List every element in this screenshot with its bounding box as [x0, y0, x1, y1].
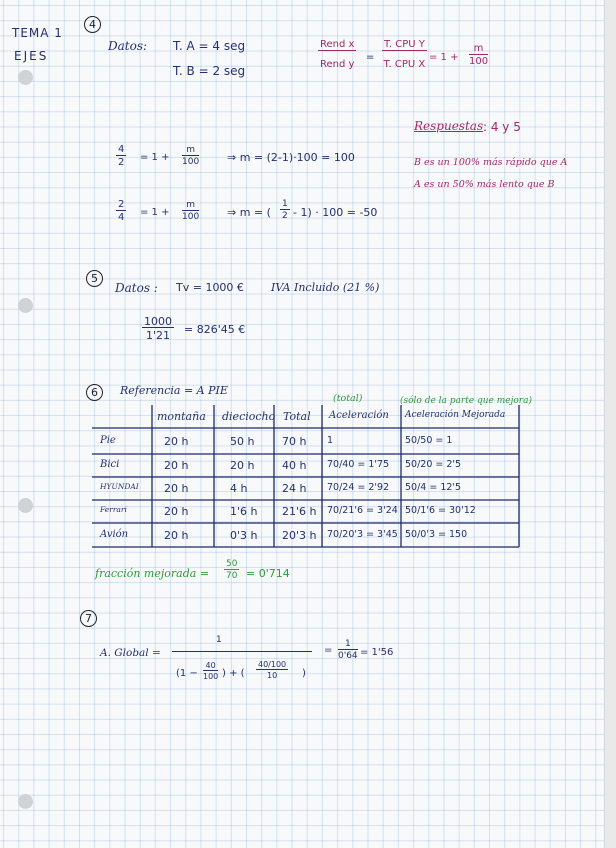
note-total: (total)	[333, 393, 363, 404]
fraccion-label: fracción mejorada =	[95, 567, 210, 580]
denominator-part: ) + (	[222, 668, 245, 679]
tema-label: TEMA 1	[12, 26, 63, 40]
note-parte-mejora: (sólo de la parte que mejora)	[400, 396, 532, 406]
table-cell: 70 h	[282, 435, 307, 448]
denominator-part: )	[302, 668, 306, 679]
global-result: = 1'56	[360, 647, 394, 658]
exercise-number: 4	[84, 16, 101, 33]
table-cell: 1	[327, 435, 334, 446]
equals: =	[366, 52, 375, 63]
fraction-40-100: $\frac{40}{100}$	[203, 661, 219, 681]
one-over-064: $\frac{1}{0'64}$	[338, 639, 358, 661]
fraction-improved: $\frac{40/100}{10}$	[258, 660, 287, 680]
row-label: Bici	[100, 459, 120, 470]
table-cell: 20 h	[164, 482, 189, 495]
table-cell: 50/50 = 1	[405, 435, 453, 446]
col-header: montaña	[157, 410, 206, 423]
result-1: ⇒ m = (2-1)·100 = 100	[227, 151, 355, 164]
denominator-part: (1 −	[176, 668, 198, 679]
exercise-number: 7	[80, 610, 97, 627]
row-label: Avión	[100, 529, 129, 540]
tv-value: Tv = 1000 €	[176, 281, 244, 294]
table-cell: 50/1'6 = 30'12	[405, 505, 476, 516]
table-cell: 70/21'6 = 3'24	[327, 505, 398, 516]
fraction-bar	[172, 651, 312, 652]
table-cell: 0'3 h	[230, 529, 258, 542]
table-cell: 50/20 = 2'5	[405, 459, 462, 470]
price-result: = 826'45 €	[184, 323, 246, 336]
rend-y: Rend y	[320, 59, 355, 70]
exercise-number: 5	[86, 270, 103, 287]
one-plus: = 1 +	[140, 152, 170, 163]
row-label: Ferrari	[100, 505, 127, 514]
ratio-2-4: $\frac{2}{4}$	[118, 199, 125, 223]
iva-note: IVA Incluido (21 %)	[271, 281, 380, 294]
col-header: Aceleración Mejorada	[405, 410, 506, 420]
rend-x: Rend x	[320, 39, 355, 50]
fraccion-value: $\frac{50}{70}$	[226, 559, 238, 581]
datos-label: Datos:	[108, 39, 148, 53]
table-cell: 20 h	[164, 435, 189, 448]
table-cell: 1'6 h	[230, 505, 258, 518]
amdahl-numerator: 1	[216, 635, 222, 645]
col-header: dieciocho	[222, 410, 276, 423]
one-half: $\frac{1}{2}$	[282, 199, 288, 221]
table-cell: 50/4 = 12'5	[405, 482, 462, 493]
tcpu-x: T. CPU X	[383, 59, 426, 70]
table-cell: 4 h	[230, 482, 248, 495]
time-b: T. B = 2 seg	[173, 64, 246, 78]
table-cell: 50 h	[230, 435, 255, 448]
one-plus: = 1 +	[429, 52, 459, 63]
table-cell: 70/24 = 2'92	[327, 482, 390, 493]
result-2b: - 1) · 100 = -50	[293, 206, 378, 219]
table-cell: 20 h	[164, 529, 189, 542]
answer-a: A es un 50% más lento que B	[414, 179, 555, 190]
global-label: A. Global =	[100, 647, 161, 659]
fraccion-result: = 0'714	[246, 567, 290, 580]
col-header: Aceleración	[329, 410, 389, 421]
price-fraction: $\frac{1000}{1'21}$	[144, 315, 172, 342]
table-cell: 20 h	[164, 459, 189, 472]
table-cell: 24 h	[282, 482, 307, 495]
time-a: T. A = 4 seg	[173, 39, 246, 53]
row-label: Pie	[100, 435, 116, 446]
row-label: HYUNDAI	[100, 482, 139, 491]
datos-label: Datos :	[115, 281, 158, 295]
table-cell: 40 h	[282, 459, 307, 472]
equals: =	[324, 645, 333, 656]
respuestas-label: Respuestas	[414, 119, 484, 133]
table-cell: 20 h	[164, 505, 189, 518]
result-2a: ⇒ m = (	[227, 206, 271, 219]
respuestas-value: : 4 y 5	[483, 120, 521, 134]
m-over-100: $\frac{m}{100}$	[182, 200, 200, 222]
reference-label: Referencia = A PIE	[120, 384, 228, 397]
table-cell: 21'6 h	[282, 505, 317, 518]
col-header: Total	[283, 410, 311, 423]
table-cell: 70/20'3 = 3'45	[327, 529, 398, 540]
exercise-number: 6	[86, 384, 103, 401]
table-cell: 70/40 = 1'75	[327, 459, 390, 470]
answer-b: B es un 100% más rápido que A	[414, 157, 568, 168]
one-plus: = 1 +	[140, 207, 170, 218]
table-cell: 20'3 h	[282, 529, 317, 542]
m-over-100: $\frac{m}{100}$	[182, 145, 200, 167]
table-cell: 20 h	[230, 459, 255, 472]
table-cell: 50/0'3 = 150	[405, 529, 468, 540]
ratio-4-2: $\frac{4}{2}$	[118, 144, 125, 168]
ejes-label: EJES	[14, 49, 49, 63]
tcpu-y: T. CPU Y	[384, 39, 425, 50]
m-over-100: $\frac{m}{100}$	[469, 43, 489, 67]
